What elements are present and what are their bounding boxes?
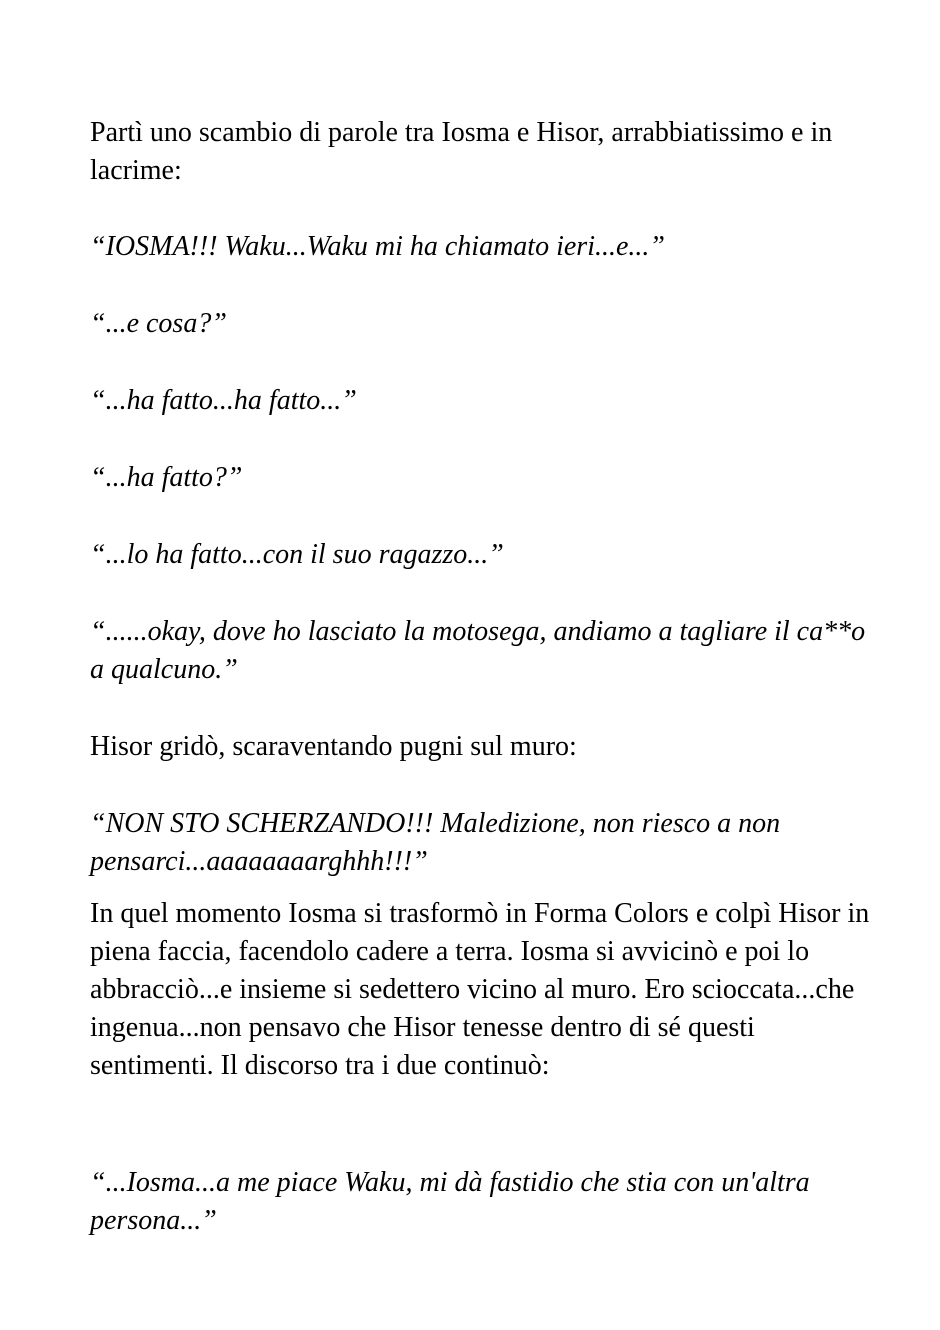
dialogue-line: “...e cosa?” bbox=[90, 308, 227, 339]
narration-paragraph: Partì uno scambio di parole tra Iosma e Hisor, arrabbiatissimo e in lacrime: bbox=[90, 117, 833, 186]
narration-paragraph: In quel momento Iosma si trasformò in Forma Colors e colpì Hisor in piena faccia, facendolo cadere a terra. Iosma si avvicinò e poi lo abbracciò...e insieme si sedettero vicino al muro. Ero scioccata...che ingenua...non pensavo che Hisor tenesse dentro di sé questi sentimenti. Il discorso tra i due continuò: bbox=[90, 898, 870, 1081]
dialogue-line: “...Iosma...a me piace Waku, mi dà fastidio che stia con un'altra persona...” bbox=[90, 1167, 810, 1236]
dialogue-line: “...ha fatto...ha fatto...” bbox=[90, 385, 357, 416]
narration-paragraph: Hisor gridò, scaraventando pugni sul muro: bbox=[90, 731, 577, 762]
dialogue-line: “...lo ha fatto...con il suo ragazzo...” bbox=[90, 539, 504, 570]
dialogue-line: “IOSMA!!! Waku...Waku mi ha chiamato ieri...e...” bbox=[90, 231, 665, 262]
dialogue-line: “......okay, dove ho lasciato la motosega, andiamo a tagliare il ca**o a qualcuno.” bbox=[90, 616, 866, 685]
dialogue-line: “NON STO SCHERZANDO!!! Maledizione, non riesco a non pensarci...aaaaaaaarghhh!!!” bbox=[90, 808, 781, 877]
dialogue-line: “...ha fatto?” bbox=[90, 462, 243, 493]
